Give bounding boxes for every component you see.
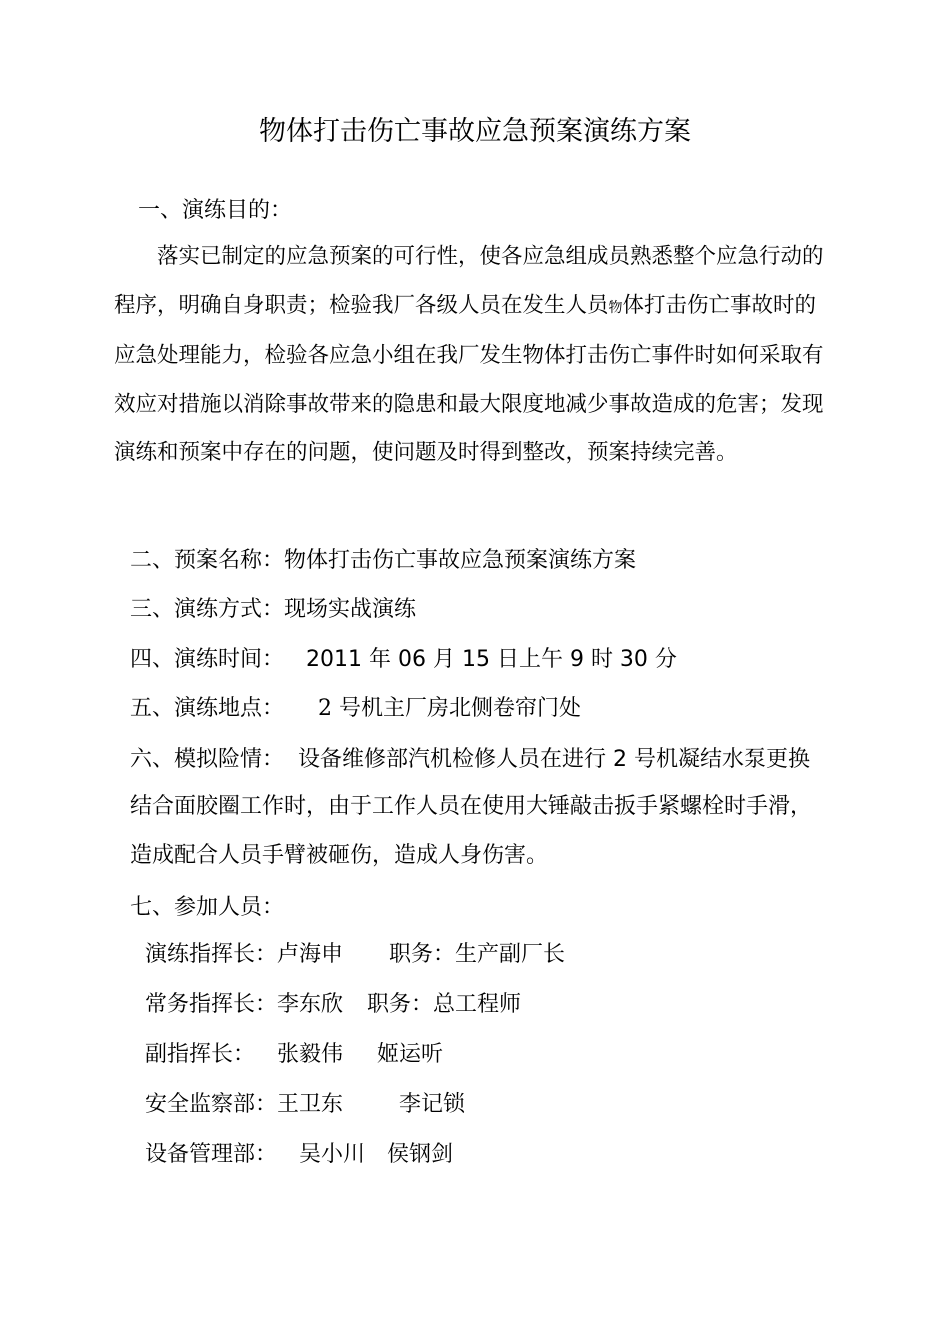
- section-4-value: 2011 年 06 月 15 日上午 9 时 30 分: [306, 647, 677, 672]
- section-3: [130, 594, 416, 625]
- paragraph-text-2: 体打击伤亡事故时的应急处理能力，检验各应急小组在我厂发生物体打击伤亡事件时如何采取有效应对措施以消除事故带来的隐患和最大限度地减少事故造成的危害；发现演练和预案中存在的问题，使问题及时得到整改，预案持续完善。: [114, 292, 824, 465]
- participant-row: [145, 990, 521, 1020]
- participant-role-label: 职务：: [389, 942, 456, 967]
- participant-label: 安全监察部：: [145, 1092, 278, 1117]
- participant-row: [145, 940, 565, 970]
- section-2: [130, 545, 636, 576]
- section-6-line-3: 造成配合人员手臂被砸伤，造成人身伤害。: [130, 843, 549, 868]
- section-6-line-1: [130, 744, 810, 775]
- section-7-heading: 七、参加人员：: [130, 895, 285, 920]
- section-5-label: 五、演练地点：: [130, 696, 285, 721]
- participant-label: 常务指挥长：: [145, 992, 278, 1017]
- participant-name: 卢海申: [277, 942, 344, 967]
- document-title: 物体打击伤亡事故应急预案演练方案: [259, 116, 691, 147]
- participant-name: 李记锁: [399, 1092, 466, 1117]
- participant-row: [145, 1140, 453, 1170]
- section-4-label: 四、演练时间：: [130, 647, 285, 672]
- participant-name: 吴小川: [299, 1142, 366, 1167]
- participant-role: 总工程师: [433, 992, 522, 1017]
- participant-role-label: 职务：: [367, 992, 434, 1017]
- paragraph-small-char: 物: [608, 299, 623, 316]
- participant-role: 生产副厂长: [455, 942, 566, 967]
- participant-name: 侯钢剑: [387, 1142, 454, 1167]
- section-6-line-2: 结合面胶圈工作时，由于工作人员在使用大锤敲击扳手紧螺栓时手滑，: [130, 794, 813, 819]
- section-1-paragraph: [114, 233, 834, 478]
- participant-label: 设备管理部：: [145, 1142, 278, 1167]
- section-2-label: 二、预案名称：: [130, 548, 285, 573]
- participant-label: 副指挥长：: [145, 1042, 256, 1067]
- participant-name: 王卫东: [277, 1092, 344, 1117]
- participant-name: 李东欣: [277, 992, 344, 1017]
- section-4: [130, 644, 677, 675]
- participant-name: 张毅伟: [277, 1042, 344, 1067]
- participant-row: [145, 1040, 443, 1070]
- section-3-value: 现场实战演练: [284, 597, 417, 622]
- participant-label: 演练指挥长：: [145, 942, 278, 967]
- participant-name: 姬运听: [377, 1042, 444, 1067]
- section-2-value: 物体打击伤亡事故应急预案演练方案: [284, 548, 637, 573]
- paragraph-text-1: 落实已制定的应急预案的可行性，使各应急组成员熟悉整个应急行动的程序，明确自身职责；检验我厂各级人员在发生人员: [114, 244, 824, 318]
- section-3-label: 三、演练方式：: [130, 597, 285, 622]
- section-6-label: 六、模拟险情：: [130, 747, 285, 772]
- section-5-value: 2 号机主厂房北侧卷帘门处: [318, 696, 582, 721]
- section-5: [130, 694, 581, 724]
- section-6-text-1: 设备维修部汽机检修人员在进行 2 号机凝结水泵更换: [298, 747, 811, 772]
- participant-row: [145, 1090, 465, 1120]
- section-1-heading: 一、演练目的：: [138, 198, 293, 223]
